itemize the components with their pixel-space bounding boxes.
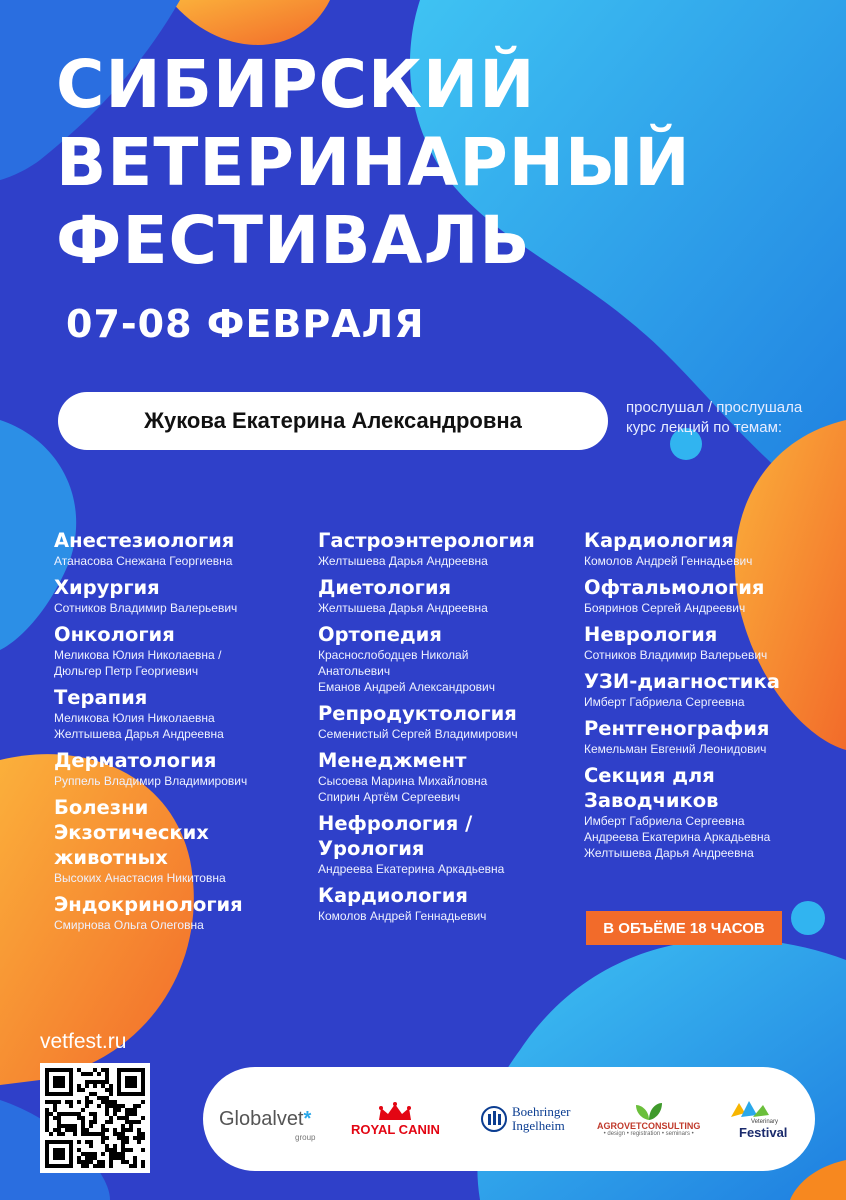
topic-speaker: Желтышева Дарья Андреевна: [584, 846, 754, 860]
attendance-note: [626, 398, 836, 438]
boehringer-building-icon: [481, 1105, 507, 1133]
agrovet-sub: • design • registration • seminars •: [603, 1131, 694, 1137]
topic-speaker: Имберт Габриела Сергеевна: [584, 695, 745, 709]
globalvet-star: *: [303, 1107, 312, 1130]
topic-block: [54, 892, 304, 933]
topic-title: Репродуктология: [318, 702, 517, 725]
topic-speaker: Бояринов Сергей Андреевич: [584, 601, 746, 615]
topic-block: [318, 528, 578, 569]
royal-canin-name: ROYAL CANIN: [351, 1121, 440, 1137]
topic-title: Ортопедия: [318, 623, 442, 646]
agrovet-name: AGROVETCONSULTING: [597, 1121, 701, 1131]
topic-block: [584, 575, 834, 616]
topic-title: Терапия: [54, 686, 148, 709]
topic-speaker: Имберт Габриела Сергеевна: [584, 814, 745, 828]
boehringer-line-1: Boehringer: [512, 1104, 571, 1119]
topic-block: [584, 716, 834, 757]
topic-title: Офтальмология: [584, 576, 765, 599]
topic-title: Кардиология: [584, 529, 734, 552]
topic-block: [54, 622, 304, 679]
royal-canin-logo: [351, 1067, 440, 1171]
topics-column-1: [54, 528, 304, 939]
topic-title: Секция для Заводчиков: [584, 764, 719, 812]
topic-title: Рентгенография: [584, 717, 770, 740]
topic-title: Онкология: [54, 623, 175, 646]
topic-title: Эндокринология: [54, 893, 243, 916]
topic-block: [54, 575, 304, 616]
topic-speaker: Желтышева Дарья Андреевна: [318, 601, 488, 615]
topic-title: Нефрология / Урология: [318, 812, 473, 860]
topic-speaker: Атанасова Снежана Георгиевна: [54, 554, 233, 568]
topic-block: [318, 622, 578, 695]
topic-block: [584, 763, 834, 861]
vet-festival-logo: [729, 1067, 787, 1171]
topic-speaker: Сотников Владимир Валерьевич: [584, 648, 768, 662]
topic-block: [54, 528, 304, 569]
topic-title: УЗИ-диагностика: [584, 670, 780, 693]
attendance-note-line-1: прослушал / прослушала: [626, 399, 803, 416]
agrovet-logo: [597, 1067, 700, 1171]
title-line-1: СИБИРСКИЙ: [56, 46, 536, 123]
topic-title: Анестезиология: [54, 529, 235, 552]
topic-title: Болезни Экзотических животных: [54, 796, 209, 869]
topic-title: Неврология: [584, 623, 718, 646]
leaf-icon: [634, 1101, 664, 1121]
topics-column-2: [318, 528, 578, 930]
topic-title: Гастроэнтерология: [318, 529, 535, 552]
globalvet-logo: [219, 1067, 316, 1171]
topics-column-3: [584, 528, 834, 867]
topic-speaker: Сотников Владимир Валерьевич: [54, 601, 238, 615]
topic-block: [54, 685, 304, 742]
topic-speaker: Еманов Андрей Александрович: [318, 680, 495, 694]
vet-festival-name: Festival: [739, 1124, 788, 1140]
topic-block: [318, 748, 578, 805]
topic-speaker: Комолов Андрей Геннадьевич: [318, 909, 487, 923]
topic-title: Хирургия: [54, 576, 160, 599]
attendance-note-line-2: курс лекций по темам:: [626, 419, 783, 436]
boehringer-logo: [481, 1067, 570, 1171]
topic-title: Менеджмент: [318, 749, 467, 772]
topic-speaker: Краснослободцев Николай: [318, 648, 469, 662]
topic-title: Кардиология: [318, 884, 468, 907]
topic-speaker: Семенистый Сергей Владимирович: [318, 727, 518, 741]
globalvet-name: Globalvet: [219, 1107, 304, 1130]
topic-block: [318, 883, 578, 924]
topic-speaker: Дюльгер Петр Георгиевич: [54, 664, 199, 678]
crown-icon: [375, 1102, 415, 1122]
website-link[interactable]: vetfest.ru: [40, 1030, 127, 1053]
topic-speaker: Желтышева Дарья Андреевна: [54, 727, 224, 741]
sponsors-bar: [203, 1067, 815, 1171]
topic-block: [318, 811, 578, 877]
hours-badge: В ОБЪЁМЕ 18 ЧАСОВ: [586, 911, 782, 945]
topic-block: [584, 669, 834, 710]
topic-speaker: Кемельман Евгений Леонидович: [584, 742, 767, 756]
globalvet-sub: group: [295, 1133, 316, 1142]
title-line-3: ФЕСТИВАЛЬ: [56, 202, 531, 279]
topic-speaker: Меликова Юлия Николаевна: [54, 711, 215, 725]
topic-title: Дерматология: [54, 749, 217, 772]
topic-block: [54, 748, 304, 789]
topic-speaker: Сысоева Марина Михайловна: [318, 774, 488, 788]
topic-speaker: Высоких Анастасия Никитовна: [54, 871, 226, 885]
topic-speaker: Андреева Екатерина Аркадьевна: [318, 862, 505, 876]
topic-speaker: Андреева Екатерина Аркадьевна: [584, 830, 771, 844]
festival-figures-icon: [729, 1099, 773, 1119]
topic-block: [584, 528, 834, 569]
qr-code[interactable]: [40, 1063, 150, 1173]
topic-speaker: Меликова Юлия Николаевна /: [54, 648, 222, 662]
topic-speaker: Желтышева Дарья Андреевна: [318, 554, 488, 568]
topic-block: [584, 622, 834, 663]
title-line-2: ВЕТЕРИНАРНЫЙ: [56, 124, 691, 201]
participant-name: Жукова Екатерина Александровна: [144, 408, 522, 433]
vet-festival-small: Veterinary: [751, 1118, 779, 1125]
topic-block: [54, 795, 304, 886]
topic-block: [318, 575, 578, 616]
event-date: 07-08 ФЕВРАЛЯ: [66, 302, 425, 346]
topic-speaker: Комолов Андрей Геннадьевич: [584, 554, 753, 568]
topic-speaker: Руппель Владимир Владимирович: [54, 774, 248, 788]
topic-title: Диетология: [318, 576, 452, 599]
topic-block: [318, 701, 578, 742]
topic-speaker: Спирин Артём Сергеевич: [318, 790, 461, 804]
boehringer-line-2: Ingelheim: [512, 1118, 565, 1133]
topic-speaker: Смирнова Ольга Олеговна: [54, 918, 204, 932]
participant-name-box: [58, 392, 608, 450]
qr-code-pattern: [40, 1063, 150, 1173]
topic-speaker: Анатольевич: [318, 664, 391, 678]
